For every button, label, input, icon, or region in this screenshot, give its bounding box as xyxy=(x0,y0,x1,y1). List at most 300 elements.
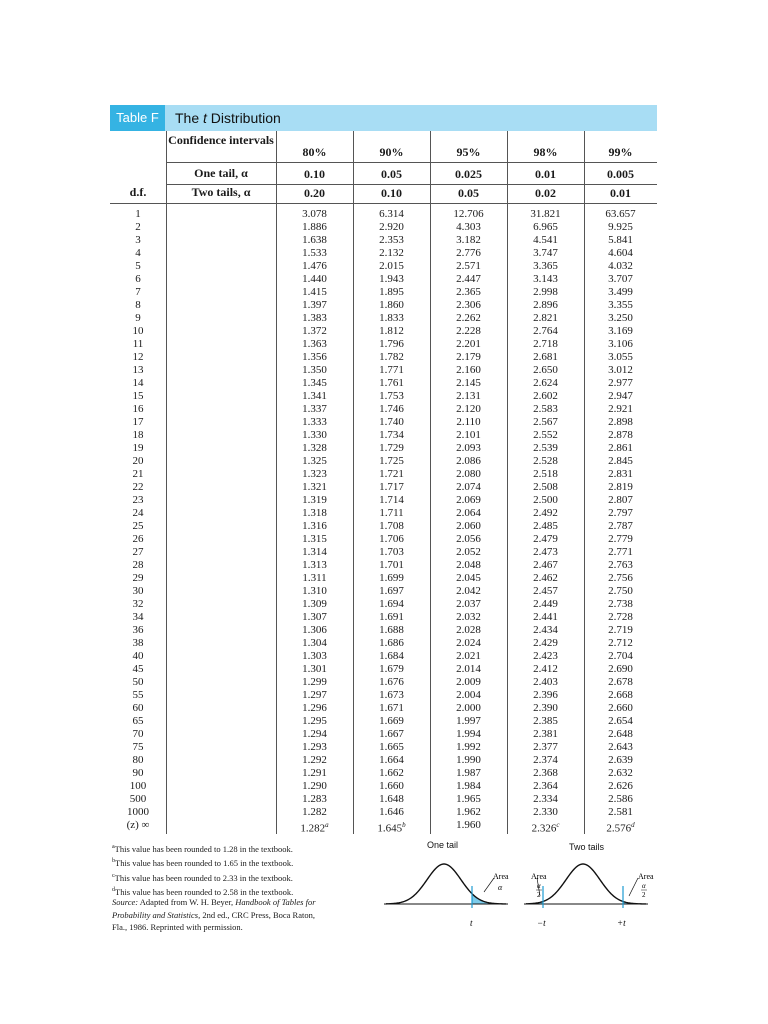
critical-value-cell xyxy=(276,468,353,481)
df-cell: 13 xyxy=(132,364,144,376)
critical-value: 2.262 xyxy=(456,312,481,324)
critical-value: 1.697 xyxy=(379,585,404,597)
critical-value: 2.528 xyxy=(533,455,558,467)
critical-value: 1.886 xyxy=(302,221,327,233)
t-distribution-table xyxy=(110,131,657,834)
critical-value-cell xyxy=(353,247,430,260)
df-cell: 500 xyxy=(129,793,147,805)
critical-value: 1.290 xyxy=(302,780,327,792)
critical-value: 2.831 xyxy=(608,468,633,480)
two-tails-title: Two tails xyxy=(569,842,605,852)
critical-value-cell xyxy=(353,403,430,416)
critical-value: 2.131 xyxy=(456,390,481,402)
critical-value-cell xyxy=(507,819,584,836)
table-row xyxy=(110,338,657,351)
critical-value-cell xyxy=(584,702,657,715)
critical-value-cell xyxy=(430,598,507,611)
table-row xyxy=(110,286,657,299)
critical-value-cell xyxy=(584,819,657,836)
critical-value-cell xyxy=(584,494,657,507)
critical-value-cell xyxy=(276,754,353,767)
one-tail-3: 0.025 xyxy=(455,167,482,181)
critical-value-cell xyxy=(353,481,430,494)
critical-value: 1.323 xyxy=(302,468,327,480)
critical-value-cell xyxy=(276,520,353,533)
critical-value: 1.306 xyxy=(302,624,327,636)
critical-value: 1.701 xyxy=(379,559,404,571)
critical-value-cell xyxy=(507,286,584,299)
critical-value-cell xyxy=(353,676,430,689)
critical-value-cell xyxy=(353,767,430,780)
critical-value: 2.624 xyxy=(533,377,558,389)
one-tail-title: One tail xyxy=(427,840,459,850)
critical-value-cell xyxy=(276,819,353,836)
critical-value: 1.325 xyxy=(302,455,327,467)
critical-value: 2.396 xyxy=(533,689,558,701)
critical-value: 3.012 xyxy=(608,364,633,376)
critical-value-cell xyxy=(507,481,584,494)
critical-value-cell xyxy=(276,702,353,715)
critical-value: 1.319 xyxy=(302,494,327,506)
critical-value: 1.746 xyxy=(379,403,404,415)
df-cell: 45 xyxy=(132,663,144,675)
critical-value-cell xyxy=(584,234,657,247)
critical-value-cell xyxy=(353,741,430,754)
critical-value-cell xyxy=(584,208,657,221)
df-cell: 22 xyxy=(132,481,144,493)
critical-value-cell xyxy=(276,299,353,312)
df-cell: 1 xyxy=(135,208,141,220)
source-text-after: 2nd ed., CRC Press, Boca Raton, Fla., 1986. Reprinted with permission. xyxy=(112,909,315,932)
critical-value: 3.355 xyxy=(608,299,633,311)
critical-value: 2.712 xyxy=(608,637,633,649)
critical-value: 1.725 xyxy=(379,455,404,467)
critical-value-cell xyxy=(276,221,353,234)
critical-value: 12.706 xyxy=(453,208,484,220)
critical-value-cell xyxy=(584,572,657,585)
critical-value-cell xyxy=(276,624,353,637)
df-cell: 65 xyxy=(132,715,144,727)
critical-value: 2.024 xyxy=(456,637,481,649)
critical-value: 2.681 xyxy=(533,351,558,363)
critical-value-cell xyxy=(584,585,657,598)
one-tail-1: 0.10 xyxy=(304,167,325,181)
table-row xyxy=(110,741,657,754)
critical-value: 1.688 xyxy=(379,624,404,636)
critical-value: 2.998 xyxy=(533,286,558,298)
critical-value-cell xyxy=(430,416,507,429)
critical-value: 1.350 xyxy=(302,364,327,376)
critical-value: 1.291 xyxy=(302,767,327,779)
table-row xyxy=(110,416,657,429)
critical-value: 1.533 xyxy=(302,247,327,259)
critical-value-cell xyxy=(353,351,430,364)
critical-value-cell xyxy=(584,364,657,377)
critical-value-cell xyxy=(430,650,507,663)
critical-value: 1.714 xyxy=(379,494,404,506)
critical-value-cell xyxy=(276,312,353,325)
critical-value-cell xyxy=(507,455,584,468)
critical-value: 2.898 xyxy=(608,416,633,428)
critical-value-cell xyxy=(507,429,584,442)
critical-value-cell xyxy=(276,273,353,286)
table-title xyxy=(175,105,281,131)
critical-value: 2.145 xyxy=(456,377,481,389)
critical-value: 1.646 xyxy=(379,806,404,818)
critical-value-cell xyxy=(584,546,657,559)
critical-value-cell xyxy=(430,312,507,325)
critical-value: 1.703 xyxy=(379,546,404,558)
critical-value: 2.385 xyxy=(533,715,558,727)
critical-value-cell xyxy=(507,624,584,637)
critical-value-cell xyxy=(507,559,584,572)
critical-value: 1.994 xyxy=(456,728,481,740)
critical-value-cell xyxy=(430,286,507,299)
critical-value: 2.861 xyxy=(608,442,633,454)
critical-value: 2.654 xyxy=(608,715,633,727)
critical-value-cell xyxy=(507,650,584,663)
critical-value-cell xyxy=(430,741,507,754)
critical-value: 2.779 xyxy=(608,533,633,545)
critical-value: 2.326 xyxy=(531,822,557,835)
df-cell: 18 xyxy=(132,429,144,441)
critical-value: 1.992 xyxy=(456,741,481,753)
critical-value: 1.301 xyxy=(302,663,327,675)
two-tails-5: 0.01 xyxy=(610,186,631,200)
critical-value: 2.718 xyxy=(533,338,558,350)
table-row xyxy=(110,546,657,559)
critical-value: 2.764 xyxy=(533,325,558,337)
critical-value-cell xyxy=(430,819,507,832)
critical-value: 2.771 xyxy=(608,546,633,558)
critical-value: 2.756 xyxy=(608,572,633,584)
critical-value: 1.965 xyxy=(456,793,481,805)
critical-value-cell xyxy=(353,273,430,286)
one-tail-alpha: α xyxy=(498,883,503,892)
df-cell: 25 xyxy=(132,520,144,532)
critical-value: 1.303 xyxy=(302,650,327,662)
critical-value-cell xyxy=(353,520,430,533)
critical-value: 2.009 xyxy=(456,676,481,688)
footnote-text: This value has been rounded to 2.33 in the textbook. xyxy=(114,872,293,883)
critical-value: 3.169 xyxy=(608,325,633,337)
critical-value: 2.447 xyxy=(456,273,481,285)
critical-value: 2.060 xyxy=(456,520,481,532)
critical-value-cell xyxy=(507,520,584,533)
critical-value: 2.069 xyxy=(456,494,481,506)
critical-value: 1.699 xyxy=(379,572,404,584)
critical-value-cell xyxy=(430,559,507,572)
table-row xyxy=(110,234,657,247)
critical-value: 1.282 xyxy=(302,806,327,818)
critical-value-cell xyxy=(584,325,657,338)
table-row xyxy=(110,533,657,546)
critical-value-cell xyxy=(584,780,657,793)
critical-value: 1.812 xyxy=(379,325,404,337)
critical-value-cell xyxy=(353,390,430,403)
critical-value: 2.467 xyxy=(533,559,558,571)
critical-value-cell xyxy=(507,715,584,728)
critical-value: 2.787 xyxy=(608,520,633,532)
critical-value-cell xyxy=(276,364,353,377)
df-cell: 6 xyxy=(135,273,141,285)
critical-value-cell xyxy=(276,689,353,702)
critical-value: 2.518 xyxy=(533,468,558,480)
critical-value: 2.878 xyxy=(608,429,633,441)
critical-value: 1.962 xyxy=(456,806,481,818)
critical-value: 2.390 xyxy=(533,702,558,714)
one-tail-label: One tail, α xyxy=(194,166,248,180)
critical-value-cell xyxy=(276,351,353,364)
critical-value-cell xyxy=(276,598,353,611)
critical-value-cell xyxy=(430,767,507,780)
confidence-98: 98% xyxy=(533,145,558,159)
critical-value: 2.074 xyxy=(456,481,481,493)
critical-value-cell xyxy=(584,338,657,351)
critical-value: 1.363 xyxy=(302,338,327,350)
df-cell: 30 xyxy=(132,585,144,597)
critical-value-cell xyxy=(353,754,430,767)
critical-value: 2.449 xyxy=(533,598,558,610)
critical-value: 2.539 xyxy=(533,442,558,454)
critical-value: 2.660 xyxy=(608,702,633,714)
critical-value-cell xyxy=(353,663,430,676)
critical-value: 1.333 xyxy=(302,416,327,428)
critical-value-cell xyxy=(276,403,353,416)
critical-value-cell xyxy=(430,221,507,234)
critical-value-cell xyxy=(353,416,430,429)
critical-value-cell xyxy=(276,546,353,559)
df-cell: 15 xyxy=(132,390,144,402)
table-row xyxy=(110,351,657,364)
critical-value-cell xyxy=(276,416,353,429)
df-cell: 11 xyxy=(132,338,144,350)
critical-value: 2.896 xyxy=(533,299,558,311)
critical-value-cell xyxy=(353,468,430,481)
table-row xyxy=(110,390,657,403)
critical-value-cell xyxy=(507,390,584,403)
critical-value-cell xyxy=(353,429,430,442)
critical-value: 1.691 xyxy=(379,611,404,623)
critical-value: 2.728 xyxy=(608,611,633,623)
critical-value: 2.947 xyxy=(608,390,633,402)
critical-value-cell xyxy=(430,546,507,559)
critical-value-cell xyxy=(507,598,584,611)
df-cell: 5 xyxy=(135,260,141,272)
critical-value: 1.313 xyxy=(302,559,327,571)
critical-value: 9.925 xyxy=(608,221,633,233)
critical-value-cell xyxy=(430,494,507,507)
critical-value: 1.664 xyxy=(379,754,404,766)
df-cell: 32 xyxy=(132,598,144,610)
critical-value: 2.586 xyxy=(608,793,633,805)
critical-value: 2.704 xyxy=(608,650,633,662)
critical-value-cell xyxy=(430,689,507,702)
df-cell: 12 xyxy=(132,351,144,363)
critical-value: 2.381 xyxy=(533,728,558,740)
critical-value-cell xyxy=(584,624,657,637)
table-row xyxy=(110,676,657,689)
critical-value: 1.440 xyxy=(302,273,327,285)
critical-value: 1.304 xyxy=(302,637,327,649)
critical-value: 2.101 xyxy=(456,429,481,441)
critical-value-cell xyxy=(276,390,353,403)
confidence-99: 99% xyxy=(608,145,633,159)
critical-value-cell xyxy=(276,637,353,650)
table-row xyxy=(110,260,657,273)
critical-value: 2.821 xyxy=(533,312,558,324)
two-tails-left-two: 2 xyxy=(537,891,541,899)
critical-value-cell xyxy=(276,663,353,676)
critical-value: 2.374 xyxy=(533,754,558,766)
critical-value: 3.143 xyxy=(533,273,558,285)
critical-value-cell xyxy=(276,676,353,689)
critical-value-cell xyxy=(507,728,584,741)
critical-value-cell xyxy=(507,637,584,650)
table-row xyxy=(110,299,657,312)
two-tails-left-alpha: α xyxy=(537,882,541,890)
df-cell: 19 xyxy=(132,442,144,454)
critical-value-cell xyxy=(584,247,657,260)
critical-value-cell xyxy=(353,793,430,806)
df-cell: 60 xyxy=(132,702,144,714)
table-row xyxy=(110,767,657,780)
critical-value: 3.182 xyxy=(456,234,481,246)
title-suffix: Distribution xyxy=(206,110,281,126)
critical-value: 2.014 xyxy=(456,663,481,675)
title-italic-t: t xyxy=(203,110,207,126)
table-row xyxy=(110,559,657,572)
critical-value: 2.552 xyxy=(533,429,558,441)
critical-value: 1.372 xyxy=(302,325,327,337)
df-cell: 4 xyxy=(135,247,141,259)
critical-value-cell xyxy=(584,598,657,611)
table-row xyxy=(110,572,657,585)
table-row xyxy=(110,728,657,741)
critical-value-cell xyxy=(584,611,657,624)
footnote-text: This value has been rounded to 2.58 in the textbook. xyxy=(115,886,294,897)
table-row xyxy=(110,312,657,325)
critical-value: 2.668 xyxy=(608,689,633,701)
critical-value-cell xyxy=(353,819,430,836)
critical-value-cell xyxy=(430,715,507,728)
critical-value: 1.295 xyxy=(302,715,327,727)
critical-value: 2.000 xyxy=(456,702,481,714)
critical-value-cell xyxy=(430,273,507,286)
critical-value-cell xyxy=(507,325,584,338)
one-tail-2: 0.05 xyxy=(381,167,402,181)
critical-value: 2.567 xyxy=(533,416,558,428)
source-text-before: Adapted from W. H. Beyer, xyxy=(138,897,236,907)
critical-value: 1.782 xyxy=(379,351,404,363)
critical-value-cell xyxy=(584,559,657,572)
critical-value: 2.807 xyxy=(608,494,633,506)
critical-value-cell xyxy=(584,754,657,767)
critical-value-cell xyxy=(430,468,507,481)
footnote-mark: c xyxy=(556,821,560,829)
critical-value: 2.457 xyxy=(533,585,558,597)
table-row xyxy=(110,585,657,598)
critical-value: 1.330 xyxy=(302,429,327,441)
df-cell: 28 xyxy=(132,559,144,571)
critical-value: 1.706 xyxy=(379,533,404,545)
critical-value-cell xyxy=(507,468,584,481)
critical-value: 1.309 xyxy=(302,598,327,610)
critical-value-cell xyxy=(430,702,507,715)
df-cell: 1000 xyxy=(127,806,149,818)
critical-value: 2.977 xyxy=(608,377,633,389)
df-cell: 16 xyxy=(132,403,144,415)
critical-value-cell xyxy=(584,689,657,702)
critical-value-cell xyxy=(276,741,353,754)
critical-value: 1.729 xyxy=(379,442,404,454)
critical-value: 1.645 xyxy=(377,822,403,835)
critical-value-cell xyxy=(584,455,657,468)
df-cell: 40 xyxy=(132,650,144,662)
critical-value-cell xyxy=(276,611,353,624)
critical-value: 2.132 xyxy=(379,247,404,259)
critical-value: 2.028 xyxy=(456,624,481,636)
critical-value: 1.833 xyxy=(379,312,404,324)
critical-value: 1.345 xyxy=(302,377,327,389)
critical-value-cell xyxy=(584,637,657,650)
critical-value: 1.796 xyxy=(379,338,404,350)
footnote-mark: a xyxy=(112,844,115,850)
critical-value: 1.660 xyxy=(379,780,404,792)
critical-value: 1.321 xyxy=(302,481,327,493)
critical-value-cell xyxy=(507,572,584,585)
confidence-intervals-label: Confidence intervals xyxy=(168,133,274,147)
table-row xyxy=(110,611,657,624)
df-cell: 7 xyxy=(135,286,141,298)
critical-value-cell xyxy=(430,507,507,520)
critical-value: 2.492 xyxy=(533,507,558,519)
critical-value-cell xyxy=(276,533,353,546)
critical-value-cell xyxy=(353,338,430,351)
critical-value: 2.719 xyxy=(608,624,633,636)
critical-value-cell xyxy=(507,403,584,416)
critical-value: 1.665 xyxy=(379,741,404,753)
critical-value: 2.632 xyxy=(608,767,633,779)
critical-value: 3.747 xyxy=(533,247,558,259)
critical-value: 2.434 xyxy=(533,624,558,636)
critical-value-cell xyxy=(507,221,584,234)
critical-value: 4.032 xyxy=(608,260,633,272)
critical-value-cell xyxy=(430,455,507,468)
critical-value-cell xyxy=(353,507,430,520)
critical-value: 2.462 xyxy=(533,572,558,584)
two-tails-1: 0.20 xyxy=(304,186,325,200)
critical-value: 3.365 xyxy=(533,260,558,272)
critical-value-cell xyxy=(584,390,657,403)
critical-value-cell xyxy=(430,624,507,637)
critical-value-cell xyxy=(353,702,430,715)
critical-value: 1.669 xyxy=(379,715,404,727)
critical-value-cell xyxy=(276,507,353,520)
source-note xyxy=(112,896,327,934)
critical-value-cell xyxy=(507,546,584,559)
critical-value-cell xyxy=(353,637,430,650)
footnote xyxy=(112,870,322,884)
df-cell: 36 xyxy=(132,624,144,636)
critical-value: 1.671 xyxy=(379,702,404,714)
critical-value: 2.571 xyxy=(456,260,481,272)
critical-value-cell xyxy=(507,364,584,377)
df-label: d.f. xyxy=(129,185,147,199)
critical-value: 2.639 xyxy=(608,754,633,766)
table-row xyxy=(110,598,657,611)
critical-value-cell xyxy=(353,260,430,273)
